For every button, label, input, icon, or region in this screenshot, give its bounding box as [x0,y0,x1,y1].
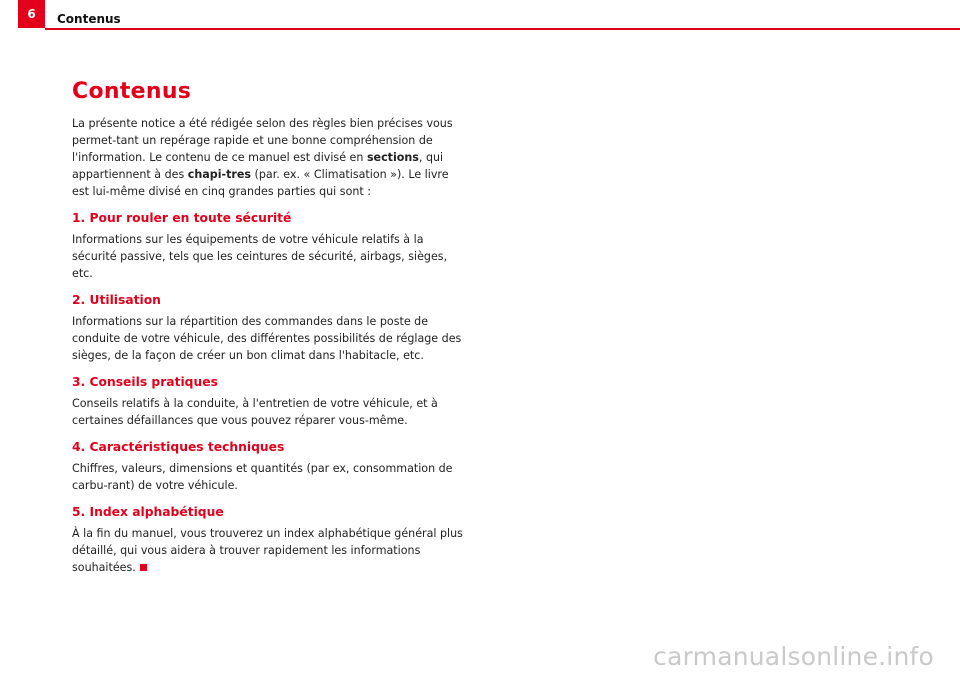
header-rule [45,28,960,30]
section-text-2: Informations sur la répartition des commandes dans le poste de conduite de votre véhicule, des différentes possibilités de réglage des sièges, de la façon de créer un bon climat dans l'habitacle, etc. [72,315,462,362]
running-title: Contenus [57,12,121,26]
end-of-section-square-icon [140,564,147,571]
section-heading-3: 3. Conseils pratiques [72,375,218,389]
main-content [72,78,464,576]
section-heading-4: 4. Caractéristiques techniques [72,440,285,454]
section-text-5-body: À la fin du manuel, vous trouverez un index alphabétique général plus détaillé, qui vous aidera à trouver rapidement les informations souhaitées. [72,527,463,574]
intro-bold-sections: sections [366,151,419,164]
intro-text-3: (par. ex. « Climatisation »). Le livre est lui-même divisé en cinq grandes parties qui sont : [72,168,449,198]
intro-text-2: , qui appartiennent à des [72,151,444,181]
watermark: carmanualsonline.info [653,642,934,671]
section-text-4: Chiffres, valeurs, dimensions et quantités (par ex, consommation de carbu-rant) de votre véhicule. [72,462,453,492]
page-header [0,0,960,30]
section-text-3: Conseils relatifs à la conduite, à l'entretien de votre véhicule, et à certaines défaillances que vous pouvez réparer vous-même. [72,397,438,427]
section-heading-5: 5. Index alphabétique [72,505,224,519]
section-text-1: Informations sur les équipements de votre véhicule relatifs à la sécurité passive, tels que les ceintures de sécurité, airbags, sièges, etc. [72,233,448,280]
section-heading-1: 1. Pour rouler en toute sécurité [72,211,292,225]
intro-bold-chapitres: chapi-tres [187,168,252,181]
intro-paragraph [72,115,464,200]
section-text-5 [72,525,464,576]
intro-text-1: La présente notice a été rédigée selon des règles bien précises vous permet-tant un repérage rapide et une bonne compréhension de l'information. Le contenu de ce manuel est divisé en [72,117,453,164]
page-title: Contenus [72,79,192,104]
section-heading-2: 2. Utilisation [72,293,161,307]
page-number: 6 [18,0,45,28]
